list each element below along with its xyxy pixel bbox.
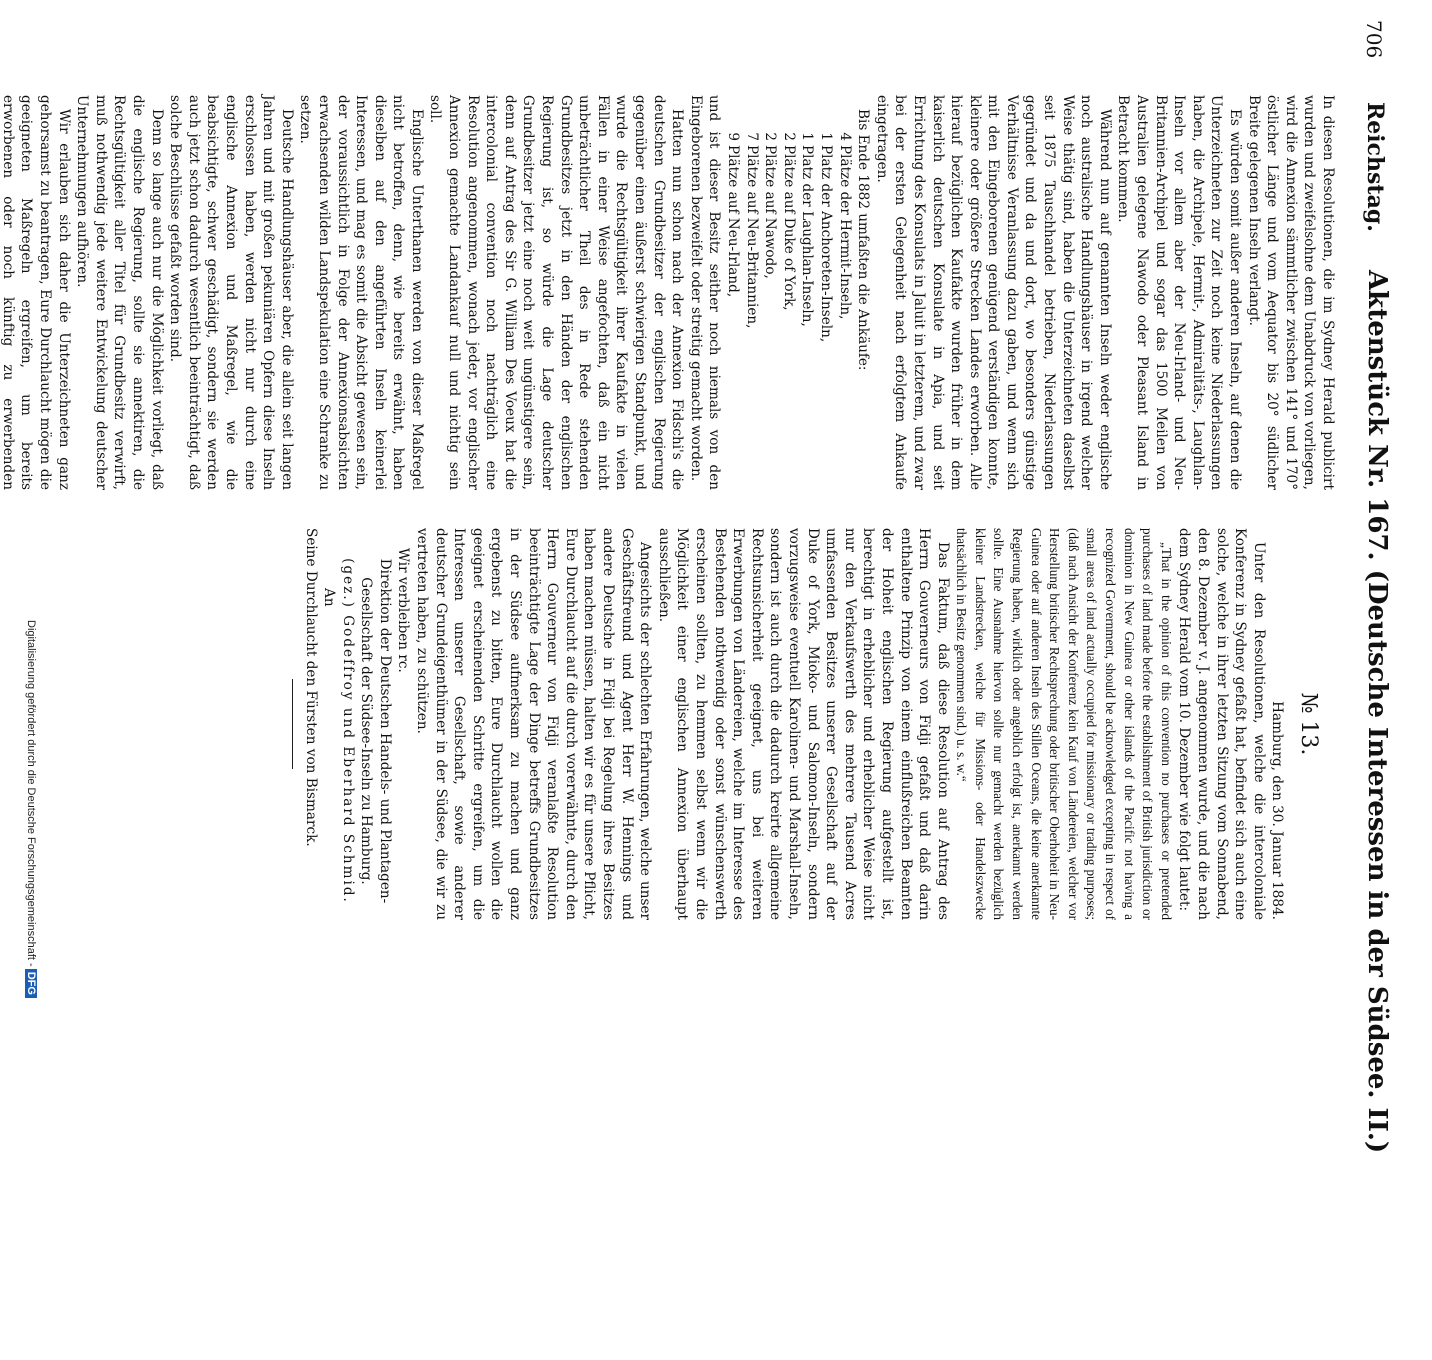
section-label: Reichstag. xyxy=(1362,102,1388,232)
list-item: 2Plätze auf Duke of York, xyxy=(780,132,797,311)
list-item: 7Plätze auf Neu-Britannien, xyxy=(743,132,760,329)
signature-org: Direktion der Deutschen Handels- und Plantagen- xyxy=(376,558,393,904)
paragraph: Englische Unterthanen werden von dieser Maßregel nicht betroffen, denn, wie bereits erwähnt, haben dieselben auf den angeführten Inseln keinerlei Interessen, und mag es somit die Absicht gewesen sein, der voraussichtlich in Folge der Annexionsabsichten erwachsenden wilden Landspekulation eine Schranke zu setzen. xyxy=(297,95,425,490)
paragraph: Während nun auf genannten Inseln weder englische noch australische Handlungshäuser in irgend welcher Weise thätig sind, haben die Unterzeichneten daselbst seit 1875 Tauschhandel betrieben, Niederlassungen gegründet und da und dort, wo besonders günstige Verhältnisse Veranlassung dazu gaben, und wenn sich mit den Eingeborenen genügend verständigen konnte, kleinere oder größere Strecken Landes erworben. Alle hierauf bezüglichen Kaufakte wurden früher in dem kaiserlich deutschen Konsulate in Apia, und seit Errichtung des Konsulats in Jaluit in letzterem, und zwar bei der ersten Gelegenheit nach erfolgtem Ankaufe eingetragen. xyxy=(873,95,1113,490)
list-item: 4Plätze der Hermit-Inseln, xyxy=(836,132,853,320)
page-header xyxy=(1352,20,1392,1154)
paragraph: Es würden somit außer anderen Inseln, auf denen die Unterzeichneten zur Zeit noch keine Niederlassungen haben, die Archipele, Hermit-, Admiralitäts-, Laughlan-Inseln vor allem aber der Neu-Irland- und Neu-Britannien-Archipel und sogar das 1500 Meilen von Australien gelegene Nawodo oder Pleasant Island in Betracht kommen. xyxy=(1115,95,1244,490)
list-item: 1Platz der Laughlan-Inseln, xyxy=(799,132,816,327)
left-text-column xyxy=(0,95,1337,490)
digitization-credit xyxy=(25,620,37,1360)
addressee: Seine Durchlaucht den Fürsten von Bismarck. xyxy=(302,528,319,847)
paragraph: Angesichts der schlechten Erfahrungen, welche unser Geschäftsfreund und Agent Herr W. Hennings und andere Deutsche in Fidji bei Regelung ihres Besitzes haben machen müssen, halten wir es für unsere Pflicht, Eure Durchlaucht auf die durch vorerwähnte, durch den Herrn Gouverneur von Fidji veranlaßte Resolution beeinträchtigte Lage der Dinge betreffs Grundbesitzes in der Südsee aufmerksam zu machen und ganz ergebenst zu bitten, Eure Durchlaucht wollen die geeignet erscheinenden Schritte ergreifen, um die Interessen unserer Gesellschaft, sowie anderer deutscher Grundeigenthümer in der Südsee, die wir zu vertreten haben, zu schützen. xyxy=(414,528,654,920)
page-number: 706 xyxy=(1362,20,1386,59)
right-text-column xyxy=(284,528,1337,920)
closing: Wir verbleiben rc. xyxy=(395,548,412,673)
signature-org: Gesellschaft der Südsee-Inseln zu Hamburg. xyxy=(358,577,375,885)
english-quote: „That in the opinion of this convention no purchases or pretended purchases of land made before the establishment of British jurisdiction or dominion in New Guinea or other islands of the Pacific not having a recognized Government, should be acknowledged excepting in respect of small areas of land actually occupied for missionary or trading purposes; (daß nach Ansicht der Konferenz kein Kauf von Ländereien, welcher vor Herstellung britischer Rechtsprechung oder britischer Oberhoheit in Neu-Guinea oder auf anderen Inseln des Stillen Oceans, die keine anerkannte Regierung haben, wirklich oder angeblich erfolgt ist, anerkannt werden sollte. Eine Ausnahme hiervon sollte nur gemacht werden bezüglich kleiner Landstrecken, welche für Missions- oder Handelszwecke thatsächlich in Besitz genommen sind.) u. s. w.“ xyxy=(954,528,1174,920)
paragraph: Deutsche Handlungshäuser aber, die allein seit langen Jahren und mit großen pekuniären Opfern diese Inseln erschlossen haben, werden nicht nur durch eine englische Annexion und Maßregel, wie die beabsichtigte, schwer geschädigt, sondern sie werden auch jetzt schon dadurch wesentlich beeinträchtigt, daß solche Beschlüsse gefaßt worden sind. xyxy=(167,95,295,490)
place-date: Hamburg, den 30. Januar 1884. xyxy=(1269,701,1286,920)
dfg-logo: DFG xyxy=(25,969,37,998)
paragraph: und ist dieser Besitz seither noch niemals von den Eingeborenen bezweifelt oder streitig gemacht worden. xyxy=(687,95,723,490)
document-number: № 13. xyxy=(1296,692,1321,756)
credit-text: Digitalisierung gefördert durch die Deutsche Forschungsgemeinschaft - xyxy=(25,620,37,967)
list-item: 1Platz der Anchoreten-Inseln, xyxy=(817,132,834,343)
paragraph: Bis Ende 1882 umfaßten die Ankäufe: xyxy=(855,109,872,371)
paragraph: Hatten nun schon nach der Annexion Fidschi's die deutschen Grundbesitzer der englischen Regierung gegenüber einen äußerst schwierigen Standpunkt, und wurde die Rechtsgültigkeit ihrer Kaufakte in vielen Fällen in einer Weise angefochten, daß ein nicht unbeträchtlicher Theil des in Rede stehenden Grundbesitzes jetzt in den Händen der englischen Regierung ist, so würde die Lage deutscher Grundbesitzer jetzt eine noch weit ungünstigere sein, denn auf Antrag des Sir G. William Des Voeux hat die intercolonial convention noch nachträglich eine Resolution angenommen, wonach jeder, vor englischer Annexion gemachte Landankauf null und nichtig sein soll. xyxy=(427,95,686,490)
paragraph: Das Faktum, daß diese Resolution auf Antrag des Herrn Gouverneurs von Fidji gefaßt und daß darin enthaltene Prinzip von einem einflußreichen Beamten der Hoheit englischen Regierung aufgestellt ist, berechtigt in erheblicher und erheblicher Weise nicht nur den Verkaufswerth des mehrere Tausend Acres umfassenden Besitzes unserer Gesellschaft auf der Duke of York, Mioko- und Salomon-Inseln, sondern vorzugsweise eventuell Karolinen- und Marshall-Inseln, sondern ist auch durch die dadurch kreirte allgemeine Rechtsunsicherheit geeignet, uns bei weiteren Erwerbungen von Ländereien, welche im Interesse des Bestehenden nothwendig oder sonst wünschenswerth erscheinen sollten, zu hemmen selbst wenn wir die Möglichkeit einer englischen Annexion überhaupt ausschließen. xyxy=(655,528,951,920)
paragraph: Denn so lange auch nur die Möglichkeit vorliegt, daß die englische Regierung, sollte sie annektiren, die Rechtsgültigkeit aller Titel für Grundbesitz verwirft, muß nothwendig jede weitere Entwickelung deutscher Unternehmungen aufhören. xyxy=(74,95,165,490)
signature: (gez.) Godeffroy und Eberhard Schmid. xyxy=(339,558,356,904)
divider xyxy=(292,679,293,769)
paragraph: Wir erlauben sich daher die Unterzeichneten ganz gehorsamst zu beantragen, Eure Durchlaucht mögen die geeigneten Maßregeln ergreifen, um bereits erworbenen oder noch künftig zu erwerbenden xyxy=(0,95,72,490)
paragraph: Unter den Resolutionen, welche die intercoloniale Konferenz in Sydney gefaßt hat, befindet sich auch eine solche, welche in ihrer letzten Sitzung vom Sonnabend, den 8. Dezember v. J. angenommen wurde, und die nach dem Sydney Herald vom 10. Dezember wie folgt lautet: xyxy=(1176,528,1267,920)
list-item: 2Plätze auf Nawodo, xyxy=(762,132,779,279)
list-item: 9Plätze auf Neu-Irland, xyxy=(725,132,741,298)
purchase-list xyxy=(723,123,853,490)
paragraph: In diesen Resolutionen, die im Sydney Herald publicirt wurden und zweifelsohne dem Unabdruck von vorliegen, wird die Annexion sämmtlicher zwischen 141° und 170° östlicher Länge und vom Aequator bis 20° südlicher Breite gelegenen Inseln verlangt. xyxy=(1245,95,1336,490)
address-to: An xyxy=(321,588,338,607)
document-title: Aktenstück Nr. 167. (Deutsche Interessen in der Südsee. II.) xyxy=(1362,270,1392,1154)
